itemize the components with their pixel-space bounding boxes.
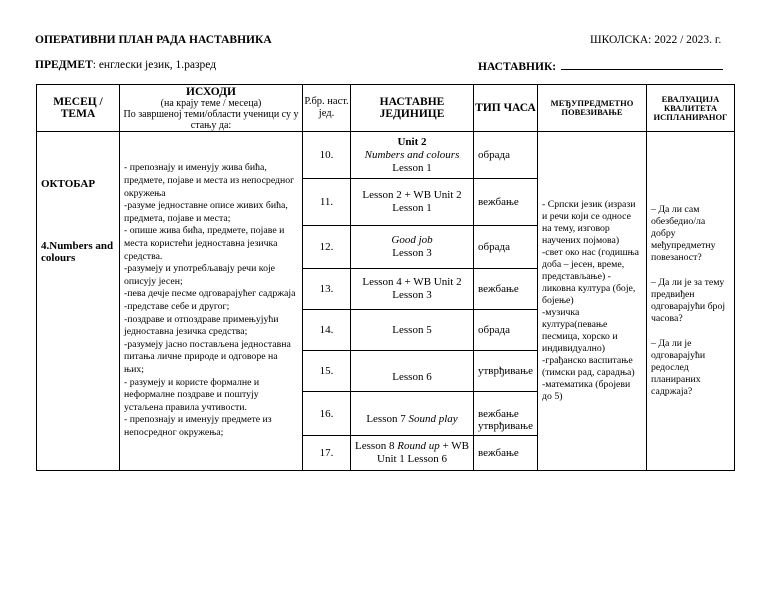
correlation-item: -математика (бројеви до 5) xyxy=(542,379,631,402)
unit-title: Lesson 2 + WB Unit 2 xyxy=(362,189,462,201)
col-header-units: НАСТАВНЕ ЈЕДИНИЦЕ xyxy=(351,85,474,132)
lesson-type xyxy=(474,392,538,436)
lesson-unit xyxy=(351,179,474,226)
correlation-item: -грађанско васпитање (тимски рад, сарадња) xyxy=(542,355,635,378)
correlation-item: -музичка култура(певање песмица, хорско и индивидуално) xyxy=(542,307,618,354)
month-theme-cell xyxy=(37,132,120,471)
outcome-item: -поздраве и отпоздраве примењујући једноставна језичка средства; xyxy=(124,313,279,338)
outcomes-header-sub: (на крају теме / месеца) xyxy=(160,97,262,109)
lesson-number: 17. xyxy=(303,436,351,471)
outcome-item: -разумеју и употребљавају речи које описују јесен; xyxy=(124,263,276,287)
subject-line xyxy=(35,59,216,71)
subject-label: ПРЕДМЕТ xyxy=(35,59,93,71)
lesson-unit xyxy=(351,132,474,179)
lesson-type: утврђивање xyxy=(474,351,538,392)
outcome-item: - препознају и именују жива бића, предмете, појаве и места из непосредног окружења xyxy=(124,162,295,199)
teacher-label: НАСТАВНИК: xyxy=(478,61,557,73)
outcome-item: - препознају и именују предмете из непосредног окружења; xyxy=(124,414,272,438)
lesson-number: 16. xyxy=(303,392,351,436)
unit-subtitle: Good job xyxy=(391,234,433,246)
unit-suffix: + WB xyxy=(439,440,469,452)
lesson-number: 13. xyxy=(303,269,351,310)
col-header-number: Р.бр. наст. јед. xyxy=(303,85,351,132)
unit-subtitle: Sound play xyxy=(408,413,458,425)
lesson-number: 12. xyxy=(303,226,351,269)
lesson-type: обрада xyxy=(474,226,538,269)
correlation-item: - Српски језик (изрази и речи који се односе на тему, изговор научених појмова) xyxy=(542,199,636,246)
lesson-number: 14. xyxy=(303,310,351,351)
lesson-type: обрада xyxy=(474,132,538,179)
correlation-cell xyxy=(538,132,647,471)
teacher-line xyxy=(478,59,723,73)
unit-lesson: Unit 1 Lesson 6 xyxy=(377,453,447,465)
outcomes-header-sub2: По завршеној теми/области ученици су у стању да: xyxy=(123,108,299,131)
theme-label: 4.Numbers and colours xyxy=(41,240,114,264)
lesson-unit: Lesson 5 xyxy=(351,310,474,351)
unit-lesson: Lesson 1 xyxy=(392,161,432,174)
unit-subtitle: Numbers and colours xyxy=(364,148,460,161)
unit-title: Lesson 7 xyxy=(366,413,409,425)
lesson-unit xyxy=(351,269,474,310)
evaluation-item: – Да ли је за тему предвиђен одговарајући број часова? xyxy=(651,277,726,324)
outcome-item: -пева дечје песме одговарајућег садржаја xyxy=(124,288,296,300)
unit-lesson: Lesson 3 xyxy=(392,289,432,301)
teacher-signature-line xyxy=(561,59,723,70)
unit-title: Unit 2 xyxy=(397,135,427,148)
school-year: ШКОЛСКА: 2022 / 2023. г. xyxy=(590,34,722,46)
outcomes-header-title: ИСХОДИ xyxy=(186,85,236,98)
lesson-type-secondary: утврђивање xyxy=(478,419,533,432)
lesson-type: обрада xyxy=(474,310,538,351)
outcomes-cell xyxy=(120,132,303,471)
lesson-number: 11. xyxy=(303,179,351,226)
lesson-unit xyxy=(351,436,474,471)
outcome-item: -разуме једноставне описе живих бића, предмета, појаве и места; xyxy=(124,200,288,224)
unit-title: Lesson 8 xyxy=(355,440,398,452)
col-header-correlation: МЕЂУПРЕДМЕТНО ПОВЕЗИВАЊЕ xyxy=(538,85,647,132)
unit-lesson: Lesson 1 xyxy=(392,202,432,214)
lesson-number: 15. xyxy=(303,351,351,392)
table-row xyxy=(37,132,735,179)
lesson-type-primary: вежбање xyxy=(478,407,519,420)
lesson-number: 10. xyxy=(303,132,351,179)
outcome-item: -разумеју јасно постављена једноставна питања личне природе и одговоре на њих; xyxy=(124,338,291,375)
document-title: ОПЕРАТИВНИ ПЛАН РАДА НАСТАВНИКА xyxy=(35,34,272,46)
lesson-type: вежбање xyxy=(474,436,538,471)
outcome-item: -представе себе и другог; xyxy=(124,301,230,312)
unit-lesson: Lesson 3 xyxy=(392,247,432,259)
col-header-month: МЕСЕЦ / ТЕМА xyxy=(37,85,120,132)
col-header-evaluation: ЕВАЛУАЦИЈА КВАЛИТЕТА ИСПЛАНИРАНОГ xyxy=(647,85,735,132)
unit-title: Lesson 4 + WB Unit 2 xyxy=(362,276,462,288)
col-header-outcomes xyxy=(120,85,303,132)
evaluation-cell xyxy=(647,132,735,471)
outcome-item: - опише жива бића, предмете, појаве и места користећи једноставна језичка средства. xyxy=(124,225,285,262)
lesson-type: вежбање xyxy=(474,179,538,226)
correlation-item: -свет око нас (годишња доба – јесен, време, представљање) - ликовна култура (боје, бојење) xyxy=(542,247,640,306)
lesson-unit: Lesson 6 xyxy=(351,351,474,392)
table-header-row xyxy=(37,85,735,132)
month-label: ОКТОБАР xyxy=(41,178,96,190)
lesson-type: вежбање xyxy=(474,269,538,310)
evaluation-item: – Да ли сам обезбедио/ла добру међупредметну повезаност? xyxy=(651,204,716,263)
plan-table xyxy=(36,84,735,471)
subject-value: : енглески језик, 1.разред xyxy=(92,59,217,71)
outcome-item: - разумеју и користе формалне и неформалне поздраве и поштују устаљена правила учтивости. xyxy=(124,376,260,413)
col-header-type: ТИП ЧАСА xyxy=(474,85,538,132)
lesson-unit xyxy=(351,392,474,436)
evaluation-item: – Да ли је одговарајући редослед планираних садржаја? xyxy=(651,338,706,397)
unit-subtitle: Round up xyxy=(397,440,440,452)
lesson-unit xyxy=(351,226,474,269)
